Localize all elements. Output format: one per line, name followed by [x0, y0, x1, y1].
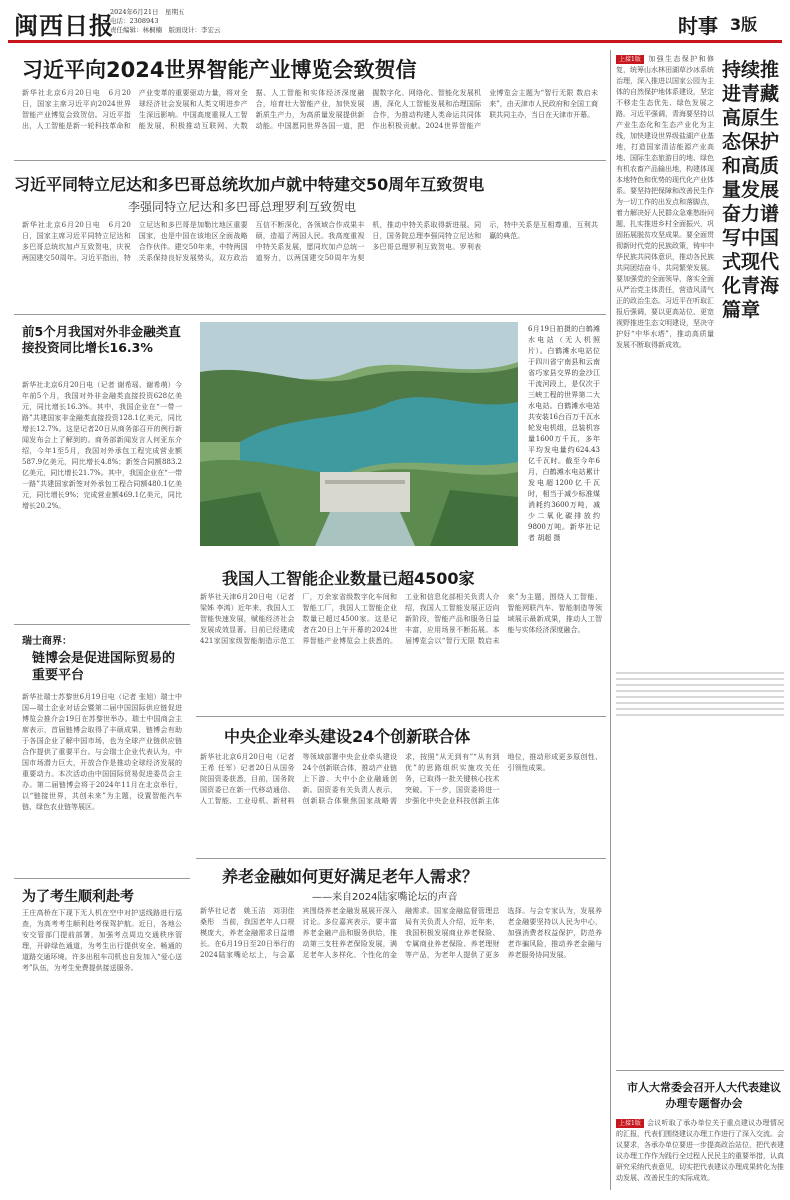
- headline-ai-enterprises: 我国人工智能企业数量已超4500家: [222, 569, 475, 588]
- divider: [196, 858, 606, 859]
- headline-qinghai: 持续推进青藏高原生态保护和高质量发展 奋力谱写中国式现代化青海篇章: [722, 59, 780, 321]
- headline-pension-finance: 养老金融如何更好满足老年人需求？: [222, 867, 479, 886]
- divider: [616, 1070, 784, 1071]
- article-investment-body: 新华社北京6月20日电（记者 谢希瑶、谢希萌）今年前5个月，我国对外非金融类直接投资628亿美元，同比增长16.3%。其中，我国企业在“一带一路”共建国家非金融类直接投资128.1亿美元，同比增长12.7%。这是记者20日从商务部召开的例行新闻发布会上了解到的。商务部新闻发言人何亚东介绍，今年1至5月，我国对外承包工程完成营业额587.9亿美元，同比增长4.8%；新签合同额883.2亿美元，同比增长21.7%。其中，我国企业在“一带一路”共建国家新签对外承包工程合同额480.1亿美元，同比增长9%；完成营业额469.1亿美元，同比增长20.2%。: [22, 381, 182, 510]
- headline-ai-expo: 习近平向2024世界智能产业博览会致贺信: [22, 58, 417, 82]
- headline-soe-innovation: 中央企业牵头建设24个创新联合体: [224, 727, 471, 746]
- article-pension-finance-body: 新华社记者 姚玉洁 刘羽佳 桑彤 当前，我国老年人口规模庞大，养老金融需求日益增长。在6月19日至20日举行的2024陆家嘴论坛上，与会嘉宾围绕养老金融发展展开深入讨论。多位嘉宾表示，要丰富养老金融产品和服务供给，推动第三支柱养老保险发展，满足老年人多样化、个性化的金融需求。国家金融监督管理总局有关负责人介绍，近年来，我国积极发展商业养老保险、专属商业养老保险、养老理财等产品，为老年人提供了更多选择。与会专家认为，发展养老金融要坚持以人民为中心，加强消费者权益保护，防范养老诈骗风险，推动养老金融与养老服务协同发展。: [200, 907, 602, 959]
- article-npc-meeting-body: [616, 1118, 784, 1194]
- divider: [14, 160, 606, 161]
- headline-chain-expo: 链博会是促进国际贸易的重要平台: [32, 651, 176, 683]
- headline-trinidad: 习近平同特立尼达和多巴哥总统坎加卢就中特建交50周年互致贺电: [14, 175, 485, 194]
- article-qinghai-text: 加强生态保护和修复，统筹山水林田湖草沙冰系统治理，深入推进以国家公园为主体的自然保护地体系建设，坚定不移走生态优先、绿色发展之路。习近平强调，青海要坚持以产业生态化和生态产业化为主线，加快建设世界级盐湖产业基地，打造国家清洁能源产业高地、国际生态旅游目的地、绿色有机农畜产品输出地，构建体现本地特色和优势的现代化产业体系。要坚持把保障和改善民生作为一切工作的出发点和落脚点，着力解决好人民群众急难愁盼问题，扎实推进乡村全面振兴，巩固拓展脱贫攻坚成果。要全面贯彻新时代党的民族政策，铸牢中华民族共同体意识，推动各民族共同团结奋斗、共同繁荣发展。要加强党的全面领导，落实全面从严治党主体责任，营造风清气正的政治生态。习近平在听取汇报后强调，要以更高站位、更宽视野推进生态文明建设，坚决守护好“中华水塔”，推动高质量发展不断取得新成效。: [616, 55, 714, 349]
- kicker-swiss: 瑞士商界：: [22, 636, 72, 647]
- page-number: 3版: [730, 15, 758, 34]
- article-ai-enterprises-body: 新华社天津6月20日电（记者 梁姊 李鸿）近年来，我国人工智能快速发展，赋能经济社会发展成效显著。目前已经建成421家国家级智能制造示范工厂，万余家省级数字化车间和智能工厂，我国人工智能企业数量已超过4500家。这是记者在20日上午开幕的2024世界智能产业博览会上获悉的。工业和信息化部相关负责人介绍，我国人工智能发展正迈向新阶段，智能产品和服务日益丰富，应用场景不断拓展。本届博览会以“智行无限 数启未来”为主题，围绕人工智能、智能网联汽车、智能制造等领域展示最新成果，推动人工智能与实体经济深度融合。: [200, 593, 602, 645]
- subtitle-trinidad: 李强同特立尼达和多巴哥总理罗利互致贺电: [128, 200, 357, 214]
- section-title: 时事: [678, 14, 718, 38]
- newspaper-logo: 闽西日报: [14, 12, 114, 40]
- divider: [14, 624, 190, 625]
- article-qinghai-body-bottom: [616, 668, 784, 1066]
- divider: [14, 878, 190, 879]
- continued-tag: 上接1版: [616, 55, 644, 64]
- article-trinidad-body: 新华社北京6月20日电 6月20日，国家主席习近平同特立尼达和多巴哥总统坎加卢互致贺电，庆祝两国建交50周年。习近平指出，特立尼达和多巴哥是加勒比地区重要国家，也是中国在该地区全面战略合作伙伴。建交50年来，中特两国关系保持良好发展势头，双方政治互信不断深化，各领域合作成果丰硕，造福了两国人民。我高度重视中特关系发展，愿同坎加卢总统一道努力，以两国建交50周年为契机，推动中特关系取得新进展。同日，国务院总理李强同特立尼达和多巴哥总理罗利互致贺电。罗利表示，特中关系是互相尊重、互利共赢的典范。: [22, 221, 598, 262]
- article-npc-meeting-text: 会议听取了承办单位关于重点建议办理情况的汇报，代表们围绕建议办理工作进行了深入交流。会议要求，各承办单位要进一步提高政治站位，把代表建议办理工作作为践行全过程人民民主的重要举措，认真研究采纳代表意见，切实把代表建议办理成果转化为推动发展、改善民生的实际成效。: [616, 1119, 784, 1182]
- masthead-rule: [8, 40, 782, 43]
- article-chain-expo-body: 新华社瑞士苏黎世6月19日电（记者 张旭）瑞士中国—瑞士企业对话会暨第二届中国国际供应链促进博览会推介会19日在苏黎世举办。瑞士中国商会主席表示，首届链博会取得了丰硕成果，链博会有助于各国企业了解中国市场，也为全球产业链供应链合作提供了重要平台。与会瑞士企业代表认为，中国市场潜力巨大，开放合作是推动全球经济发展的重要动力。本次活动由中国国际贸易促进委员会主办。第二届链博会将于2024年11月在北京举行，以“链接世界，共创未来”为主题，设置智能汽车链、绿色农业链等展区。: [22, 693, 182, 811]
- article-exam-body: 王庄高桥在下现下无人机在空中对护送线路进行巡查，为高考考生顺利赴考保驾护航。近日，各地公安交管部门提前部署，加强考点周边交通秩序管理，开辟绿色通道，为考生出行提供安全、畅通的道路交通环境。许多出租车司机也自发加入“爱心送考”队伍，为考生免费提供接送服务。: [22, 909, 182, 972]
- headline-npc-meeting: 市人大常委会召开人大代表建议办理专题督办会: [627, 1081, 781, 1110]
- article-qinghai-body-top: [616, 54, 714, 664]
- subtitle-pension-finance: ——来自2024陆家嘴论坛的声音: [312, 892, 458, 903]
- divider: [14, 314, 606, 315]
- masthead-info: [110, 8, 320, 35]
- article-soe-innovation-body: 新华社北京6月20日电（记者 王希 任军）记者20日从国务院国资委获悉，目前，国务院国资委已在新一代移动通信、人工智能、工业母机、新材料等领域部署中央企业牵头建设24个创新联合体，推动产业链上下游、大中小企业融通创新。国资委有关负责人表示，创新联合体聚焦国家战略需求，按照“从无到有”“从有到优”的思路组织实施攻关任务，已取得一批关键核心技术突破。下一步，国资委将进一步强化中央企业科技创新主体地位，推动形成更多原创性、引领性成果。: [200, 753, 602, 805]
- article-ai-expo-body: 新华社北京6月20日电 6月20日，国家主席习近平向2024世界智能产业博览会致贺信。习近平指出，人工智能是新一轮科技革命和产业变革的重要驱动力量，将对全球经济社会发展和人类文明进步产生深远影响。中国高度重视人工智能发展，积极推动互联网、大数据、人工智能和实体经济深度融合，培育壮大智能产业，加快发展新质生产力，为高质量发展提供新动能。中国愿同世界各国一道，把握数字化、网络化、智能化发展机遇，深化人工智能发展和治理国际合作，为推动构建人类命运共同体作出积极贡献。2024世界智能产业博览会主题为“智行无限 数启未来”，由天津市人民政府和全国工商联共同主办，当日在天津市开幕。: [22, 89, 598, 130]
- headline-investment: 前5个月我国对外非金融类直接投资同比增长16.3%: [22, 324, 181, 355]
- divider: [196, 716, 606, 717]
- masthead-date: 2024年6月21日 星期五: [110, 8, 185, 16]
- masthead-phone: 电话：2308943: [110, 17, 159, 25]
- dam-photo-illustration: [200, 322, 518, 546]
- column-divider: [610, 50, 611, 1190]
- dam-photo: [200, 322, 518, 546]
- masthead-editor: 责任编辑：林桐楠 版面设计：李宏云: [110, 26, 221, 34]
- headline-exam: 为了考生顺利赴考: [22, 889, 134, 905]
- continued-tag: 上接1版: [616, 1119, 644, 1128]
- photo-caption: 6月19日拍摄的白鹤滩水电站（无人机照片）。白鹤滩水电站位于四川省宁南县和云南省巧家县交界的金沙江干流河段上，是仅次于三峡工程的世界第二大水电站。白鹤滩水电站共安装16台百万千瓦水轮发电机组，总装机容量1600万千瓦，多年平均发电量约624.43亿千瓦时。截至今年6月，白鹤滩水电站累计发电超1200亿千瓦时，相当于减少标准煤消耗约3600万吨，减少二氧化碳排放约9800万吨。新华社记者 胡超 摄: [528, 325, 600, 542]
